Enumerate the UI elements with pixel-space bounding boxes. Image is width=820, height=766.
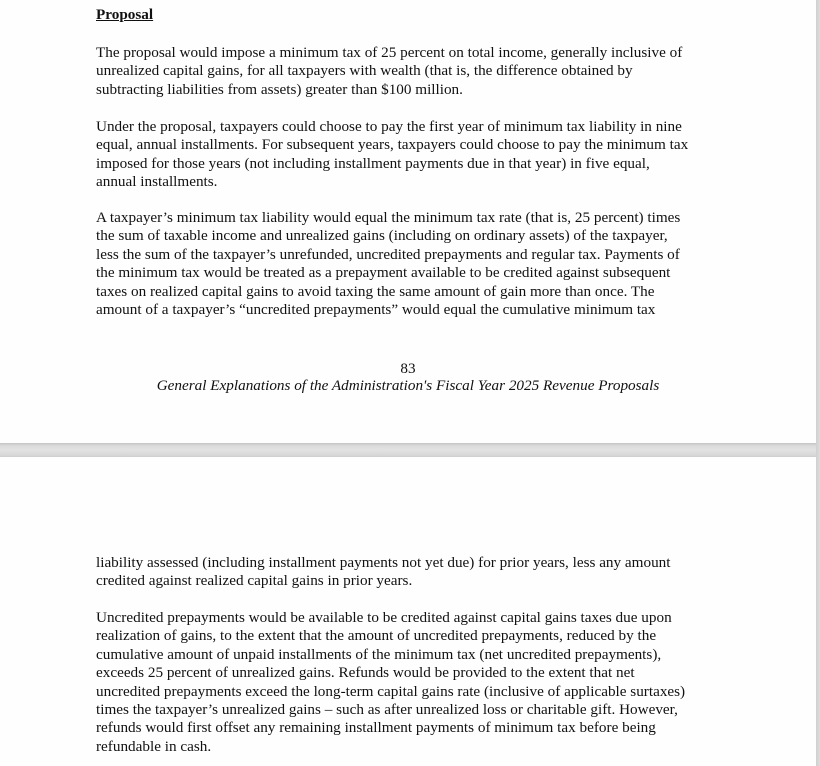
text-line: taxes on realized capital gains to avoid taxing the same amount of gain more than once. The [96, 282, 655, 300]
text-line: equal, annual installments. For subsequent years, taxpayers could choose to pay the minimum tax [96, 136, 689, 154]
text-line: uncredited prepayments exceed the long-term capital gains rate (inclusive of applicable surtaxes) [96, 682, 686, 700]
paragraph-minimum-tax-overview [96, 44, 736, 99]
text-line: realization of gains, to the extent that the amount of uncredited prepayments, reduced by the [96, 627, 657, 645]
text-line: The proposal would impose a minimum tax of 25 percent on total income, generally inclusive of [96, 44, 683, 61]
page-number: 83 [400, 360, 416, 377]
text-line: cumulative amount of unpaid installments of the minimum tax (net uncredited prepayments), [96, 645, 662, 663]
text-line: Uncredited prepayments would be available to be credited against capital gains taxes due upon [96, 609, 672, 626]
text-line: the minimum tax would be treated as a prepayment available to be credited against subsequent [96, 264, 671, 282]
text-line: amount of a taxpayer’s “uncredited prepayments” would equal the cumulative minimum tax [96, 301, 656, 319]
text-line: imposed for those years (not including installment payments due in that year) in five equal, [96, 154, 650, 172]
page-separator [0, 443, 820, 457]
text-line: unrealized capital gains, for all taxpayers with wealth (that is, the difference obtained by [96, 62, 633, 80]
text-line: A taxpayer’s minimum tax liability would equal the minimum tax rate (that is, 25 percent) times [96, 209, 681, 226]
text-line: credited against realized capital gains in prior years. [96, 572, 413, 590]
text-line: less the sum of the taxpayer’s unrefunded, uncredited prepayments and regular tax. Payments of [96, 245, 680, 263]
text-line: liability assessed (including installment payments not yet due) for prior years, less any amount [96, 554, 671, 571]
viewer-right-margin [816, 0, 820, 766]
text-line: refunds would first offset any remaining installment payments of minimum tax before being [96, 719, 656, 737]
section-heading-proposal: Proposal [96, 6, 154, 23]
paragraph-tax-liability [96, 209, 736, 319]
text-line: times the taxpayer’s unrealized gains – such as after unrealized loss or charitable gift. However, [96, 701, 678, 719]
text-line: Under the proposal, taxpayers could choose to pay the first year of minimum tax liability in nine [96, 118, 682, 135]
text-line: annual installments. [96, 173, 218, 191]
paragraph-uncredited-prepayments [96, 609, 736, 756]
text-line: exceeds 25 percent of unrealized gains. Refunds would be provided to the extent that net [96, 664, 635, 682]
paragraph-installments [96, 118, 736, 192]
text-line: the sum of taxable income and unrealized gains (including on ordinary assets) of the taxpayer, [96, 227, 668, 245]
text-line: subtracting liabilities from assets) greater than $100 million. [96, 80, 463, 98]
page-footer: General Explanations of the Administration's Fiscal Year 2025 Revenue Proposals [156, 377, 660, 394]
text-line: refundable in cash. [96, 737, 212, 755]
paragraph-continued-liability [96, 554, 736, 591]
page-84 [0, 457, 816, 766]
